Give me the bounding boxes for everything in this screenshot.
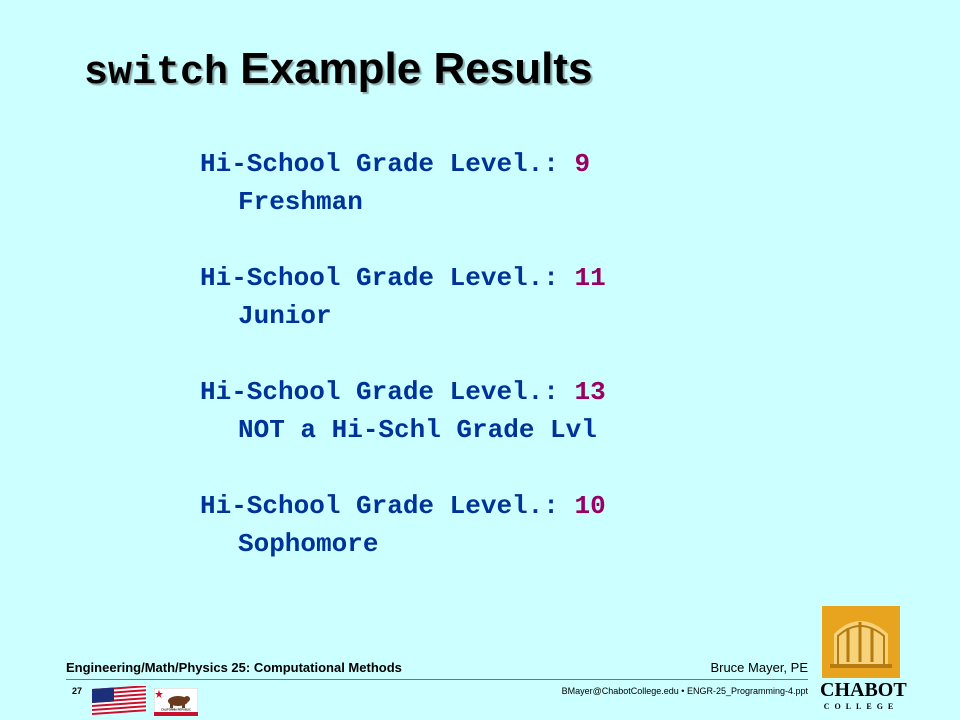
result-text: Junior [238, 301, 332, 331]
title-text: Example Results [240, 44, 593, 93]
title-code-keyword: switch [84, 51, 229, 96]
prompt-text: Hi-School Grade Level.: [200, 377, 575, 407]
us-flag-icon [92, 686, 146, 716]
output-block [200, 373, 606, 449]
footer-course: Engineering/Math/Physics 25: Computational Methods [66, 660, 402, 675]
input-value: 11 [574, 263, 606, 293]
input-value: 13 [574, 377, 606, 407]
logo-subtitle: COLLEGE [823, 702, 899, 711]
slide-title [84, 44, 592, 96]
footer-author: Bruce Mayer, PE [710, 660, 808, 675]
output-block [200, 487, 606, 563]
california-flag-icon [154, 688, 198, 716]
prompt-text: Hi-School Grade Level.: [200, 149, 575, 179]
footer-divider [66, 679, 808, 680]
input-value: 9 [574, 149, 591, 179]
prompt-text: Hi-School Grade Level.: [200, 263, 575, 293]
result-text: Sophomore [238, 529, 379, 559]
prompt-text: Hi-School Grade Level.: [200, 491, 575, 521]
result-text: Freshman [238, 187, 363, 217]
footer-file-info: BMayer@ChabotCollege.edu • ENGR-25_Programming-4.ppt [561, 686, 808, 696]
console-output [200, 145, 606, 601]
input-value: 10 [574, 491, 606, 521]
result-text: NOT a Hi-Schl Grade Lvl [238, 415, 597, 445]
flag-ca-caption: CALIFORNIA REPUBLIC [161, 708, 191, 712]
logo-name: CHABOT [820, 679, 907, 701]
slide-number: 27 [72, 686, 83, 696]
output-block [200, 145, 606, 221]
output-block [200, 259, 606, 335]
